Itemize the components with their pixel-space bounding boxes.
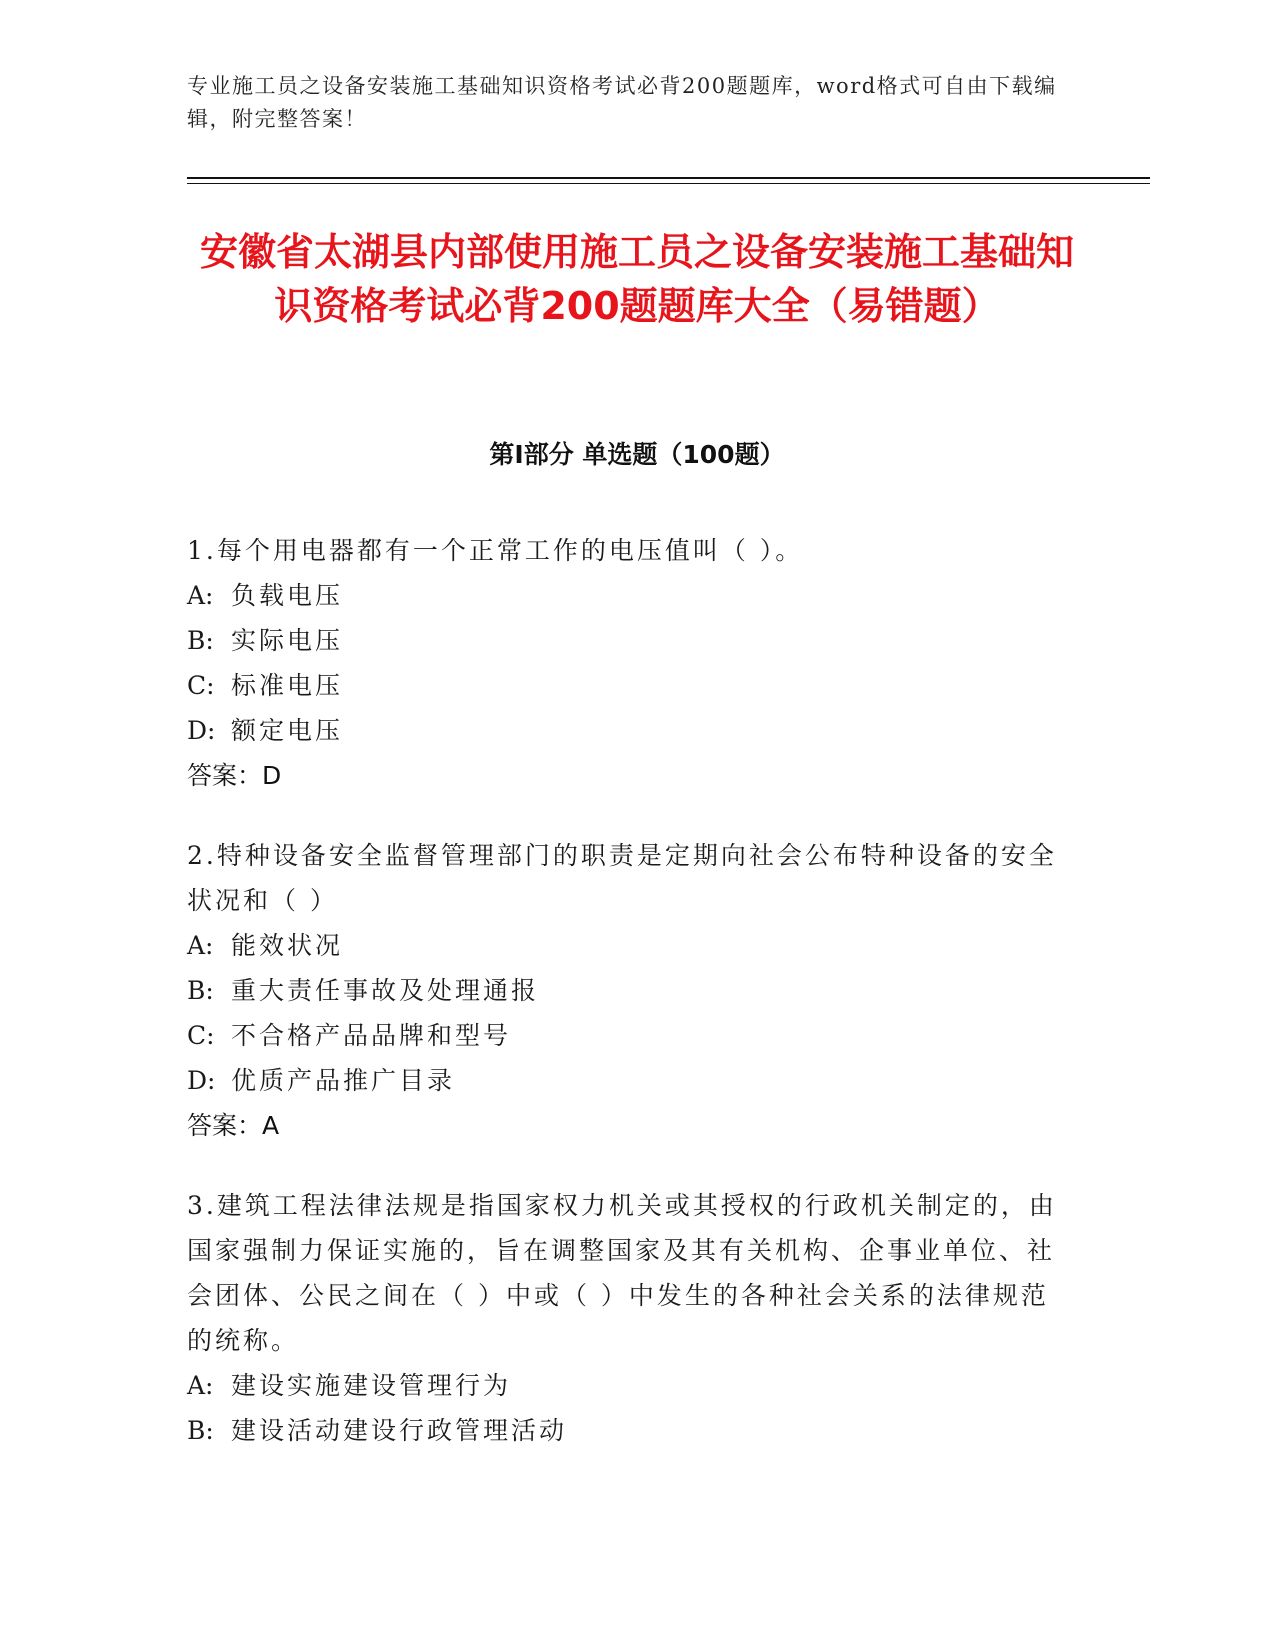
answer: 答案：D xyxy=(187,761,282,790)
option-c xyxy=(187,663,1067,708)
option-a xyxy=(187,923,1067,968)
question-stem: 3.建筑工程法律法规是指国家权力机关或其授权的行政机关制定的，由国家强制力保证实施的，旨在调整国家及其有关机构、企事业单位、社会团体、公民之间在（ ）中或（ ）中发生的各种社会关系的法律规范的统称。 xyxy=(187,1191,1057,1355)
section-title: 第I部分 单选题（100题） xyxy=(489,440,785,469)
option-a xyxy=(187,1363,1067,1408)
option-text: 标准电压 xyxy=(231,671,344,700)
header-note: 专业施工员之设备安装施工基础知识资格考试必背200题题库，word格式可自由下载编辑，附完整答案！ xyxy=(187,74,1057,131)
header-rule-thick xyxy=(187,177,1150,179)
option-letter: A: xyxy=(187,581,214,610)
option-text: 建设实施建设管理行为 xyxy=(231,1371,512,1400)
option-text: 不合格产品品牌和型号 xyxy=(231,1021,512,1050)
option-d xyxy=(187,1058,1067,1103)
option-c xyxy=(187,1013,1067,1058)
option-text: 重大责任事故及处理通报 xyxy=(231,976,540,1005)
option-letter: C: xyxy=(187,1021,215,1050)
answer: 答案：A xyxy=(187,1111,280,1140)
option-letter: A: xyxy=(187,931,214,960)
question-1 xyxy=(187,528,1067,798)
option-letter: B: xyxy=(187,626,214,655)
option-b xyxy=(187,968,1067,1013)
option-letter: A: xyxy=(187,1371,214,1400)
option-text: 负载电压 xyxy=(231,581,344,610)
question-2 xyxy=(187,833,1067,1148)
option-d xyxy=(187,708,1067,753)
question-3 xyxy=(187,1183,1067,1453)
option-letter: D: xyxy=(187,1066,216,1095)
option-text: 能效状况 xyxy=(231,931,344,960)
document-title: 安徽省太湖县内部使用施工员之设备安装施工基础知识资格考试必背200题题库大全（易错题） xyxy=(199,230,1074,328)
option-b xyxy=(187,1408,1067,1453)
question-list xyxy=(187,528,1067,1488)
option-text: 额定电压 xyxy=(231,716,344,745)
option-letter: B: xyxy=(187,1416,214,1445)
option-letter: D: xyxy=(187,716,216,745)
option-a xyxy=(187,573,1067,618)
option-text: 优质产品推广目录 xyxy=(231,1066,456,1095)
option-text: 实际电压 xyxy=(231,626,344,655)
header-rule-thin xyxy=(187,183,1150,184)
question-stem: 2.特种设备安全监督管理部门的职责是定期向社会公布特种设备的安全状况和（ ） xyxy=(187,841,1057,915)
option-letter: B: xyxy=(187,976,214,1005)
option-letter: C: xyxy=(187,671,215,700)
question-stem: 1.每个用电器都有一个正常工作的电压值叫（ ）。 xyxy=(187,536,804,565)
option-b xyxy=(187,618,1067,663)
option-text: 建设活动建设行政管理活动 xyxy=(231,1416,568,1445)
